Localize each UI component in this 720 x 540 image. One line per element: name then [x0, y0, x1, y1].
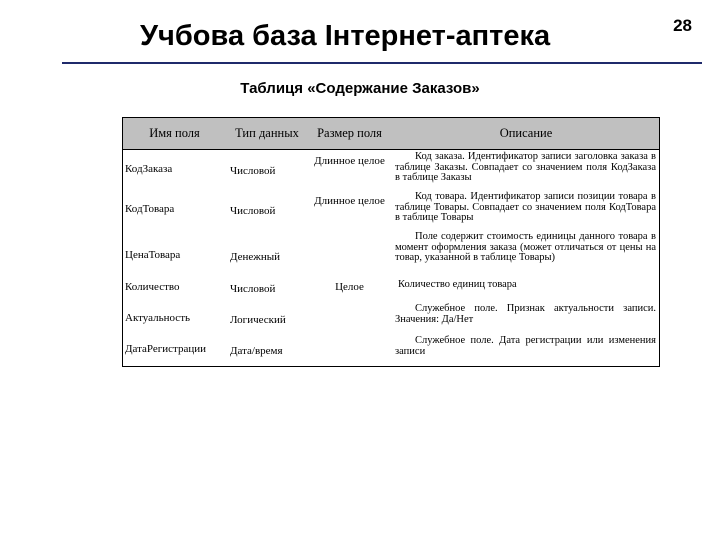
field-name-cell: КодТовара [125, 203, 175, 215]
table-row [122, 278, 660, 302]
field-name-cell: Количество [125, 281, 180, 293]
field-size-cell: Целое [335, 281, 364, 293]
slide-number: 28 [673, 16, 692, 35]
header-data-type: Тип данных [227, 117, 307, 150]
data-type-cell: Логический [230, 314, 286, 326]
description-cell: Служебное поле. Признак актуальности записи. Значения: Да/Нет [395, 303, 656, 325]
field-size-cell: Длинное целое [314, 195, 385, 207]
description-cell: Поле содержит стоимость единицы данного товара в момент оформления заказа (может отличаться от цены на товар, указанной в таблице Товары) [395, 231, 656, 263]
data-type-cell: Числовой [230, 205, 276, 217]
table-caption: Таблиця «Содержание Заказов» [240, 80, 480, 97]
table-row [122, 334, 660, 370]
description-cell: Код товара. Идентификатор записи позиции товара в таблице Товары. Совпадает со значением поля КодТовара в таблице Товары [395, 191, 656, 223]
data-type-cell: Дата/время [230, 345, 283, 357]
table-header-row [122, 117, 660, 150]
orders-content-table [122, 117, 660, 370]
table-row [122, 150, 660, 191]
slide-title: Учбова база Інтернет-аптека [140, 20, 551, 52]
data-type-cell: Денежный [230, 251, 281, 263]
header-field-name: Имя поля [122, 117, 227, 150]
header-description: Описание [392, 117, 660, 150]
table-row [122, 230, 660, 278]
data-type-cell: Числовой [230, 283, 276, 295]
data-type-cell: Числовой [230, 165, 276, 177]
description-cell: Код заказа. Идентификатор записи заголовка заказа в таблице Заказы. Совпадает со значением поля КодЗаказа в таблице Заказы [395, 151, 656, 183]
description-cell: Служебное поле. Дата регистрации или изменения записи [395, 335, 656, 357]
table-row [122, 302, 660, 334]
description-cell: Количество единиц товара [398, 279, 517, 290]
field-name-cell: ЦенаТовара [125, 249, 181, 261]
title-divider [62, 62, 702, 64]
table-row [122, 190, 660, 230]
header-field-size: Размер поля [307, 117, 392, 150]
field-name-cell: КодЗаказа [125, 163, 173, 175]
field-name-cell: Актуальность [125, 312, 191, 324]
field-size-cell: Длинное целое [314, 155, 385, 167]
field-name-cell: ДатаРегистрации [125, 343, 207, 355]
